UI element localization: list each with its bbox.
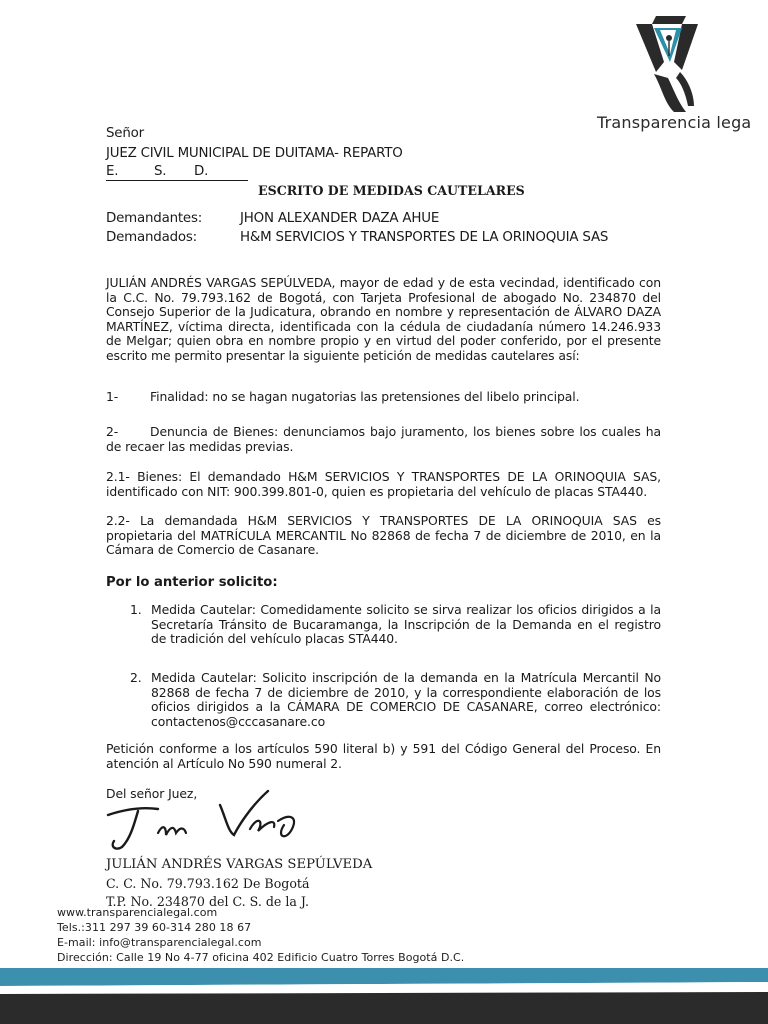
footer-email[interactable]: E-mail: info@transparencialegal.com	[57, 936, 262, 949]
item-2-1-paragraph: 2.1- Bienes: El demandado H&M SERVICIOS Y TRANSPORTES DE LA ORINOQUIA SAS, identificado con NIT: 900.399.801-0, quien es propietaria del vehículo de placas STA440.	[106, 469, 661, 499]
item-1-number: 1-	[106, 389, 119, 404]
item-2-2-paragraph: 2.2- La demandada H&M SERVICIOS Y TRANSPORTES DE LA ORINOQUIA SAS es propietaria del MATRÍCULA MERCANTIL No 82868 de fecha 7 de diciembre de 2010, en la Cámara de Comercio de Casanare.	[106, 513, 661, 558]
item-2-number: 2-	[106, 424, 119, 439]
signer-tp: T.P. No. 234870 del C. S. de la J.	[106, 894, 309, 909]
demandantes-label: Demandantes:	[106, 211, 203, 226]
medida-2-number: 2.	[130, 670, 142, 685]
brand-logo	[630, 10, 710, 120]
court-name: JUEZ CIVIL MUNICIPAL DE DUITAMA- REPARTO	[106, 146, 403, 161]
demandados-value: H&M SERVICIOS Y TRANSPORTES DE LA ORINOQUIA SAS	[240, 230, 609, 245]
signer-cc: C. C. No. 79.793.162 De Bogotá	[106, 876, 310, 891]
item-1-text: Finalidad: no se hagan nugatorias las pretensiones del libelo principal.	[150, 389, 580, 404]
esd-s: S.	[154, 164, 167, 179]
footer-phones: Tels.:311 297 39 60-314 280 18 67	[57, 921, 252, 934]
brand-logo-text: Transparencia lega	[597, 113, 752, 132]
footer-address: Dirección: Calle 19 No 4-77 oficina 402 Edificio Cuatro Torres Bogotá D.C.	[57, 951, 465, 964]
demandantes-value: JHON ALEXANDER DAZA AHUE	[240, 211, 440, 226]
medida-1-text: Medida Cautelar: Comedidamente solicito se sirva realizar los oficios dirigidos a la Secretaría Tránsito de Bucaramanga, la Inscripción de la Demanda en el registro de tradición del vehículo placas STA440.	[151, 602, 661, 647]
signer-name: JULIÁN ANDRÉS VARGAS SEPÚLVEDA	[106, 857, 373, 872]
pen-nib-logo-icon	[630, 10, 710, 120]
handwritten-signature	[100, 785, 310, 855]
esd-d: D.	[194, 164, 209, 179]
closing-line: Del señor Juez,	[106, 786, 198, 801]
intro-paragraph: JULIÁN ANDRÉS VARGAS SEPÚLVEDA, mayor de edad y de esta vecindad, identificado con la C.C. No. 79.793.162 de Bogotá, con Tarjeta Profesional de abogado No. 234870 del Consejo Superior de la Judicatura, obrando en nombre y representación de ÁLVARO DAZA MARTÍNEZ, víctima directa, identificada con la cédula de ciudadanía número 14.246.933 de Melgar; quien obra en nombre propio y en virtud del poder conferido, por el presente escrito me permito presentar la siguiente petición de medidas cautelares así:	[106, 275, 661, 363]
item-2-text: Denuncia de Bienes: denunciamos bajo juramento, los bienes sobre los cuales ha de recaer las medidas previas.	[106, 424, 661, 454]
item-2-paragraph	[106, 425, 661, 454]
demandados-label: Demandados:	[106, 230, 197, 245]
footer-website[interactable]: www.transparencialegal.com	[57, 906, 218, 919]
footer-decorative-bands	[0, 968, 768, 1024]
salutation: Señor	[106, 126, 144, 141]
document-title: ESCRITO DE MEDIDAS CAUTELARES	[258, 183, 525, 198]
medida-2-text: Medida Cautelar: Solicito inscripción de la demanda en la Matrícula Mercantil No 82868 de fecha 7 de diciembre de 2010, y la correspondiente elaboración de los oficios dirigidos a la CÁMARA DE COMERCIO DE CASANARE, correo electrónico: contactenos@cccasanare.co	[151, 670, 661, 729]
esd-abbreviation	[106, 164, 248, 181]
solicito-heading: Por lo anterior solicito:	[106, 575, 278, 590]
esd-e: E.	[106, 164, 119, 179]
medida-1-number: 1.	[130, 602, 142, 617]
peticion-paragraph: Petición conforme a los artículos 590 literal b) y 591 del Código General del Proceso. En atención al Artículo No 590 numeral 2.	[106, 741, 661, 771]
